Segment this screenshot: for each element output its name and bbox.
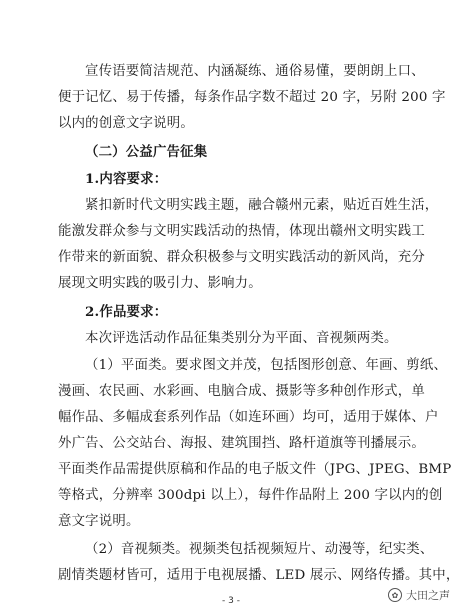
text-line: 以内的创意文字说明。 (58, 116, 194, 131)
text-line: （1）平面类。要求图文并茂，包括图形创意、年画、剪纸、 (85, 358, 448, 373)
text-line: （2）音视频类。视频类包括视频短片、动漫等，纪实类、 (85, 542, 434, 557)
text-line: 幅作品、多幅成套系列作品（如连环画）均可，适用于媒体、户 (58, 410, 439, 425)
section-heading: （二）公益广告征集 (85, 144, 208, 160)
text-line: 外广告、公交站台、海报、建筑围挡、路杆道旗等刊播展示。 (58, 436, 425, 451)
watermark-label: 大田之声 (406, 589, 450, 602)
text-line: 展现文明实践的吸引力、影响力。 (58, 276, 262, 291)
text-line: 作带来的新面貌、群众积极参与文明实践活动的新风尚，充分 (58, 250, 425, 265)
wechat-channel-icon: ✿ (388, 588, 402, 602)
watermark (388, 587, 450, 603)
text-line: 宣传语要简洁规范、内涵凝练、通俗易懂，要朗朗上口、 (85, 64, 425, 79)
text-line: 紧扣新时代文明实践主题，融合赣州元素，贴近百姓生活， (85, 198, 439, 213)
text-line: 剧情类题材皆可，适用于电视展播、LED 展示、网络传播。其中， (58, 568, 460, 583)
text-line: 便于记忆、易于传播，每条作品字数不超过 20 字，另附 200 字 (58, 90, 446, 105)
page-number: - 3 - (222, 596, 240, 606)
text-line: 本次评选活动作品征集类别分为平面、音视频两类。 (85, 331, 398, 346)
text-line: 意文字说明。 (58, 514, 140, 529)
subsection-heading: 2.作品要求： (85, 304, 168, 320)
text-line: 平面类作品需提供原稿和作品的电子版文件（JPG、JPEG、BMP (58, 462, 452, 477)
text-line: 能激发群众参与文明实践活动的热情，体现出赣州文明实践工 (58, 224, 425, 239)
text-line: 等格式，分辨率 300dpi 以上），每件作品附上 200 字以内的创 (58, 488, 443, 503)
subsection-heading: 1.内容要求： (85, 171, 168, 187)
text-line: 漫画、农民画、水彩画、电脑合成、摄影等多种创作形式，单 (58, 384, 425, 399)
